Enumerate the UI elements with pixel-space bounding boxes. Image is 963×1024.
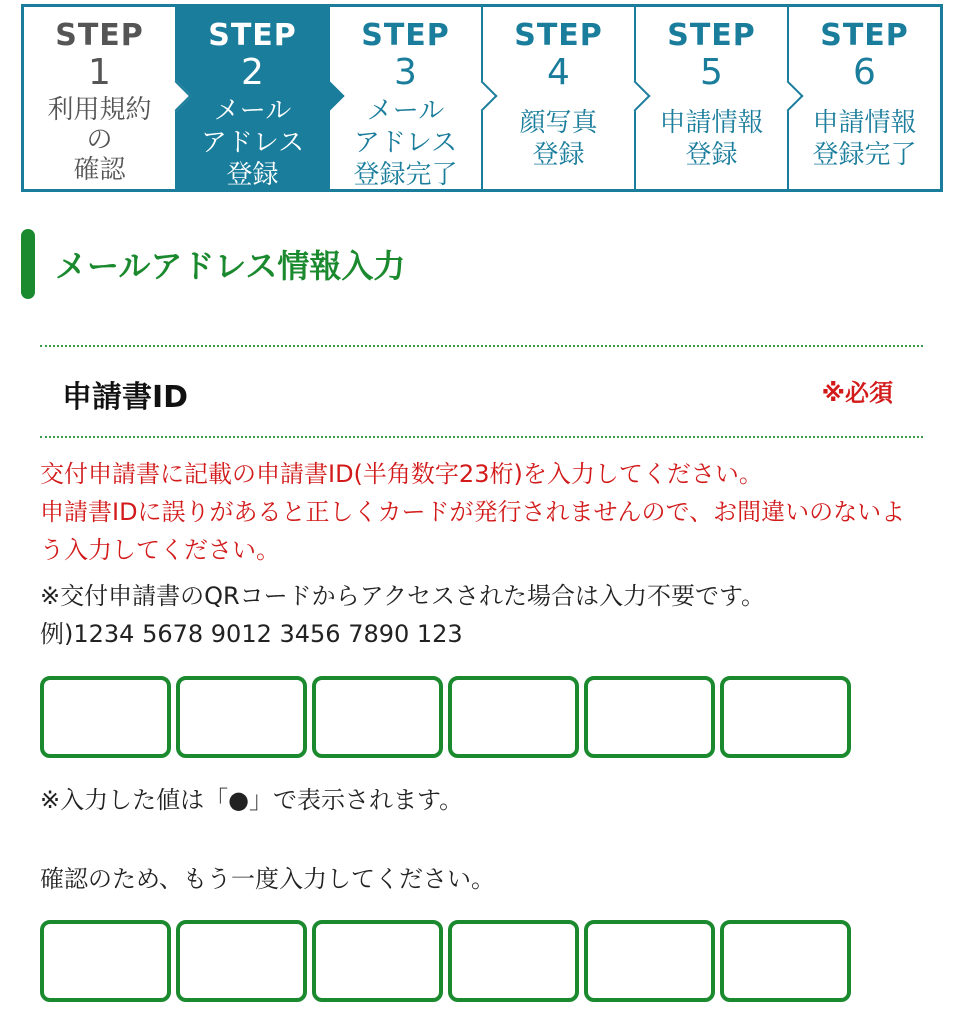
divider xyxy=(40,436,923,438)
step-number: 3 xyxy=(394,52,417,93)
step-name xyxy=(353,95,457,191)
step-number: 5 xyxy=(700,52,723,93)
step-label: STEP xyxy=(55,18,144,53)
step-name-line: 申請情報 xyxy=(812,108,917,138)
confirm-instruction: 確認のため、もう一度入力してください。 xyxy=(40,865,496,893)
step-name-line: の xyxy=(86,125,113,155)
application-id-input-4[interactable] xyxy=(448,676,579,758)
step-name-line: 登録 xyxy=(685,140,738,170)
step-name-line: 登録 xyxy=(532,140,585,170)
step-name-line: メール xyxy=(366,96,445,126)
application-id-input-5[interactable] xyxy=(584,676,715,758)
confirm-id-input-2[interactable] xyxy=(176,920,307,1002)
divider xyxy=(40,345,923,347)
step-name-line: アドレス xyxy=(200,128,305,158)
step-label: STEP xyxy=(361,18,450,53)
step-progress xyxy=(21,4,943,192)
step-name-line: 登録 xyxy=(226,160,279,190)
field-label-application-id: 申請書ID xyxy=(62,380,189,415)
step-name-line: 申請情報 xyxy=(659,108,764,138)
step-name-line: 登録完了 xyxy=(812,140,917,170)
confirm-id-input-5[interactable] xyxy=(584,920,715,1002)
step-4 xyxy=(483,7,636,189)
step-label: STEP xyxy=(514,18,603,53)
instruction-warning xyxy=(40,455,920,569)
step-name xyxy=(812,107,916,171)
step-label: STEP xyxy=(208,18,297,53)
example-text: 例)1234 5678 9012 3456 7890 123 xyxy=(40,620,463,648)
application-id-confirm-input-group xyxy=(40,920,856,1002)
step-name-line: 利用規約 xyxy=(47,95,152,125)
application-id-input-3[interactable] xyxy=(312,676,443,758)
step-name-line: 顔写真 xyxy=(519,108,598,138)
application-id-input-1[interactable] xyxy=(40,676,171,758)
step-2 xyxy=(177,7,330,189)
step-number: 4 xyxy=(547,52,570,93)
application-id-input-6[interactable] xyxy=(720,676,851,758)
section-heading xyxy=(21,229,405,299)
step-name-line: 登録完了 xyxy=(353,160,458,190)
step-name xyxy=(519,107,597,171)
confirm-id-input-4[interactable] xyxy=(448,920,579,1002)
step-label: STEP xyxy=(820,18,909,53)
required-badge: ※必須 xyxy=(821,379,893,407)
step-3 xyxy=(330,7,483,189)
step-name xyxy=(47,95,151,185)
step-number: 1 xyxy=(88,52,111,93)
confirm-id-input-1[interactable] xyxy=(40,920,171,1002)
step-1 xyxy=(24,7,177,189)
instruction-line: 申請書IDに誤りがあると正しくカードが発行されませんので、お間違いのないよう入力してください。 xyxy=(40,498,906,564)
instruction-line: 交付申請書に記載の申請書ID(半角数字23桁)を入力してください。 xyxy=(40,460,763,488)
step-name xyxy=(201,95,304,191)
step-name-line: アドレス xyxy=(353,128,458,158)
application-id-input-group xyxy=(40,676,856,758)
application-id-input-2[interactable] xyxy=(176,676,307,758)
qr-note: ※交付申請書のQRコードからアクセスされた場合は入力不要です。 xyxy=(40,582,766,610)
step-6 xyxy=(789,7,940,189)
section-title: メールアドレス情報入力 xyxy=(55,247,406,285)
heading-accent-bar xyxy=(21,229,35,299)
step-5 xyxy=(636,7,789,189)
step-label: STEP xyxy=(667,18,756,53)
masked-note: ※入力した値は「●」で表示されます。 xyxy=(40,786,464,814)
confirm-id-input-6[interactable] xyxy=(720,920,851,1002)
step-name-line: 確認 xyxy=(73,155,126,185)
step-number: 2 xyxy=(241,52,264,93)
step-name xyxy=(659,107,763,171)
step-number: 6 xyxy=(853,52,876,93)
step-name-line: メール xyxy=(213,96,292,126)
confirm-id-input-3[interactable] xyxy=(312,920,443,1002)
